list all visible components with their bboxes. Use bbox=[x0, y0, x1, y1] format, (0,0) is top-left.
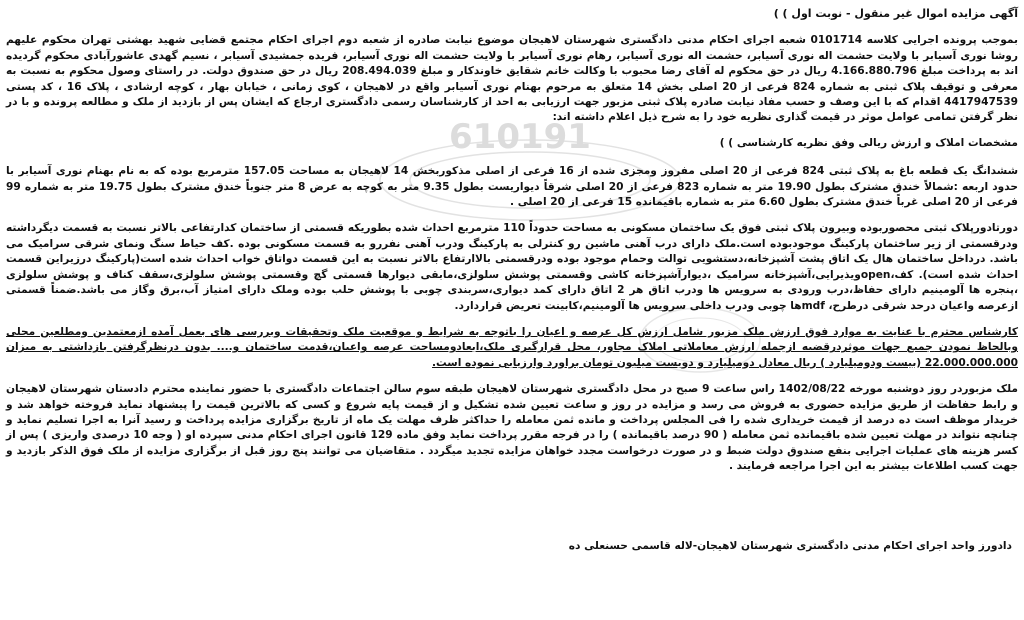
boundaries-paragraph: ششدانگ یک قطعه باغ به پلاک ثبتی 824 فرعی از 20 اصلی مفروز ومجزی شده از 16 فرعی از اصلی مذکوربخش 14 لاهیجان به مساحت 157.05 مترمربع بوده که به نام بهنام نوری آسیابر با حدود اربعه :شمالاً خندق مشترک بطول 19.90 متر به شماره 823 فرعی از 20 اصلی شرقاً دیواریست بطول 9.35 متر به کوچه به عرض 8 متر جنوباً خندق مشترک بطول 19.75 متر به شماره 99 فرعی از 20 اصلی غرباً خندق مشترک بطول 6.60 متر به شماره باقیمانده 15 فرعی از 20 اصلی . bbox=[6, 165, 1018, 209]
specs-heading: مشخصات املاک و ارزش ریالی وفق نظریه کارشناسی ) ) bbox=[719, 136, 1018, 149]
notice-document bbox=[6, 6, 1018, 475]
valuation-paragraph bbox=[6, 325, 1018, 371]
svg-text:610191: 610191 bbox=[449, 118, 591, 157]
valuation-text: کارشناس محترم با عنایت به موارد فوق ارزش ملک مزبور شامل ارزش کل عرصه و اعیان را باتوجه به شرایط و موقعیت ملک وتحقیقات وبررسی های بعمل آمده ازمعتمدین ومطلعین محلی وبالحاظ نمودن جمیع جهات موثردرقضیه ازجمله ارزش معاملاتی املاک مجاور، محل قرارگیری ملک،ابعادومساحت عرصه واعیان،قدمت ساختمان و.... بدون درنظرگرفتن بازداشتی به میزان 22.000.000.000 (بیست ودومیلیارد ) ریال معادل دومیلیارد و دویست میلیون تومان براورد وارزیابی نموده است. bbox=[6, 325, 1018, 369]
case-paragraph: بموجب پرونده اجرایی کلاسه 0101714 شعبه اجرای احکام مدنی دادگستری شهرستان لاهیجان موضوع نیابت صادره از شعبه دوم اجرای احکام مجتمع قضایی شهید بهشتی تهران محکوم علیهم روشا نوری آسیابر با ولایت حشمت اله نوری آسیابر، حشمت اله نوری آسیابر، رهام نوری آسیابر با ولایت حشمت اله نوری آسیابر، فریده جمشیدی آسیابر ، نسیم گهدی عاشورآبادی محکوم گردیده اند به پرداخت مبلغ 4.166.880.796 ریال در حق محکوم له آقای رضا محبوب با وکالت خانم شقایق خاوندکار و مبلغ 208.494.039 ریال در حق صندوق دولت. در راستای وصول محکوم به نسبت به معرفی و توقیف پلاک ثبتی به شماره 824 فرعی از 20 اصلی بخش 14 متعلق به مرحوم بهنام نوری آسیابر واقع در لاهیجان ، کوی زمانی ، خیابان بهار ، کوچه ارشادی ، پلاک 16 ، کد پستی 4417947539 اقدام که با این وصف و حسب مفاد نیابت صادره پلاک ثبتی مزبور جهت ارزیابی به احد از کارشناسان رسمی دادگستری ارجاع که ایشان پس از بازدید از ملک و مطالعه پرونده و با در نظر گرفتن تمامی عوامل موثر در قیمت گذاری نظریه خود را به شرح ذیل اعلام داشته اند: bbox=[6, 34, 1018, 124]
auction-terms-paragraph: ملک مزبوردر روز دوشنبه مورخه 1402/08/22 راس ساعت 9 صبح در محل دادگستری شهرستان لاهیجان طبقه سوم سالن اجتماعات دادگستری با حضور نماینده محترم دادستان شهرستان لاهیجان و رابط حفاظت از طریق مزایده حضوری به فروش می رسد و مزایده در روز و ساعت تعیین شده تشکیل و از قیمت پایه شروع و کسی که بالاترین قیمت را پیشنهاد نماید فروخته خواهد شد و خریدار موظف است ده درصد از قیمت خریداری شده را فی المجلس پرداخت و مانده ثمن معامله را حداکثر ظرف مهلت یک ماه از تاریخ برگزاری مزایده پرداخت و رسید آنرا به اجرا تسلیم نماید و چنانچه نتواند در مهلت تعیین شده باقیمانده ثمن معامله ( 90 درصد باقیمانده ) را در فرجه مقرر پرداخت نماید وفق ماده 129 قانون اجرای احکام مدنی سپرده او ( وجه 10 درصدی واریزی ) پس از کسر هزینه های عملیات اجرایی بنفع صندوق دولت ضبط و در صورت درخواست مجدد خواهان مزایده تجدید میگردد . متقاضیان می توانند پنج روز قبل از برگزاری مزایده از ملک فوق الذکر بازدید و جهت کسب اطلاعات بیشتر به این اجرا مراجعه فرمایند . bbox=[6, 383, 1018, 473]
signature-line: دادورز واحد اجرای احکام مدنی دادگستری شهرستان لاهیجان-لاله قاسمی حسنعلی ده bbox=[568, 540, 1012, 552]
notice-title: آگهی مزایده اموال غیر منقول - نوبت اول ) ) bbox=[773, 7, 1018, 20]
building-description-paragraph: دورتادورپلاک ثبتی محصوربوده وبیرون پلاک ثبتی فوق یک ساختمان مسکونی به مساحت حدوداً 110 مترمربع احداث شده بطوریکه قسمتی از ساختمان کدارتفاعی بالاتر نسبت به قسمت دیگرداشته ودرقسمتی از زیر ساختمان پارکینگ موجودبوده است.ملک دارای درب آهنی ماشین رو کنترلی به پارکینگ ودرب آهنی نفررو به قسمت مسکونی بوده .کف حیاط سنگ ونمای شرقی سرامیک می باشد. درداخل ساختمان هال یک اتاق پشت آشپزخانه،دستشویی توالت وحمام موجود بوده ودرقسمتی بالاارتفاع بالاتر نسبت به این قسمت دواتاق خواب احداث شده است(پارکینگ درزیراین قسمت احداث شده است). کف،openویذیرایی،آشپزخانه سرامیک ،دیوارآشپزخانه کاشی وقسمتی پوشش سلولزی،مابقی دیوارها قسمتی گچ وقسمتی پوشش سلولزی،سقف کناف و پوشش سلولزی ،پنجره ها آلومینیم دارای حفاظ،درب ورودی به سرویس ها ودرب اتاق هر 2 اتاق دارای کمد دیواری،سربندی چوبی با پوشش حلب بوده وملک دارای امتیاز آب،برق وگاز می باشد.ضمناً قسمتی ازعرصه واعیان درحد شرقی درطرح، mdfها چوبی ودرب داخلی سرویس ها آلومینیم،کابینت تعریض قراردارد. bbox=[6, 222, 1019, 312]
